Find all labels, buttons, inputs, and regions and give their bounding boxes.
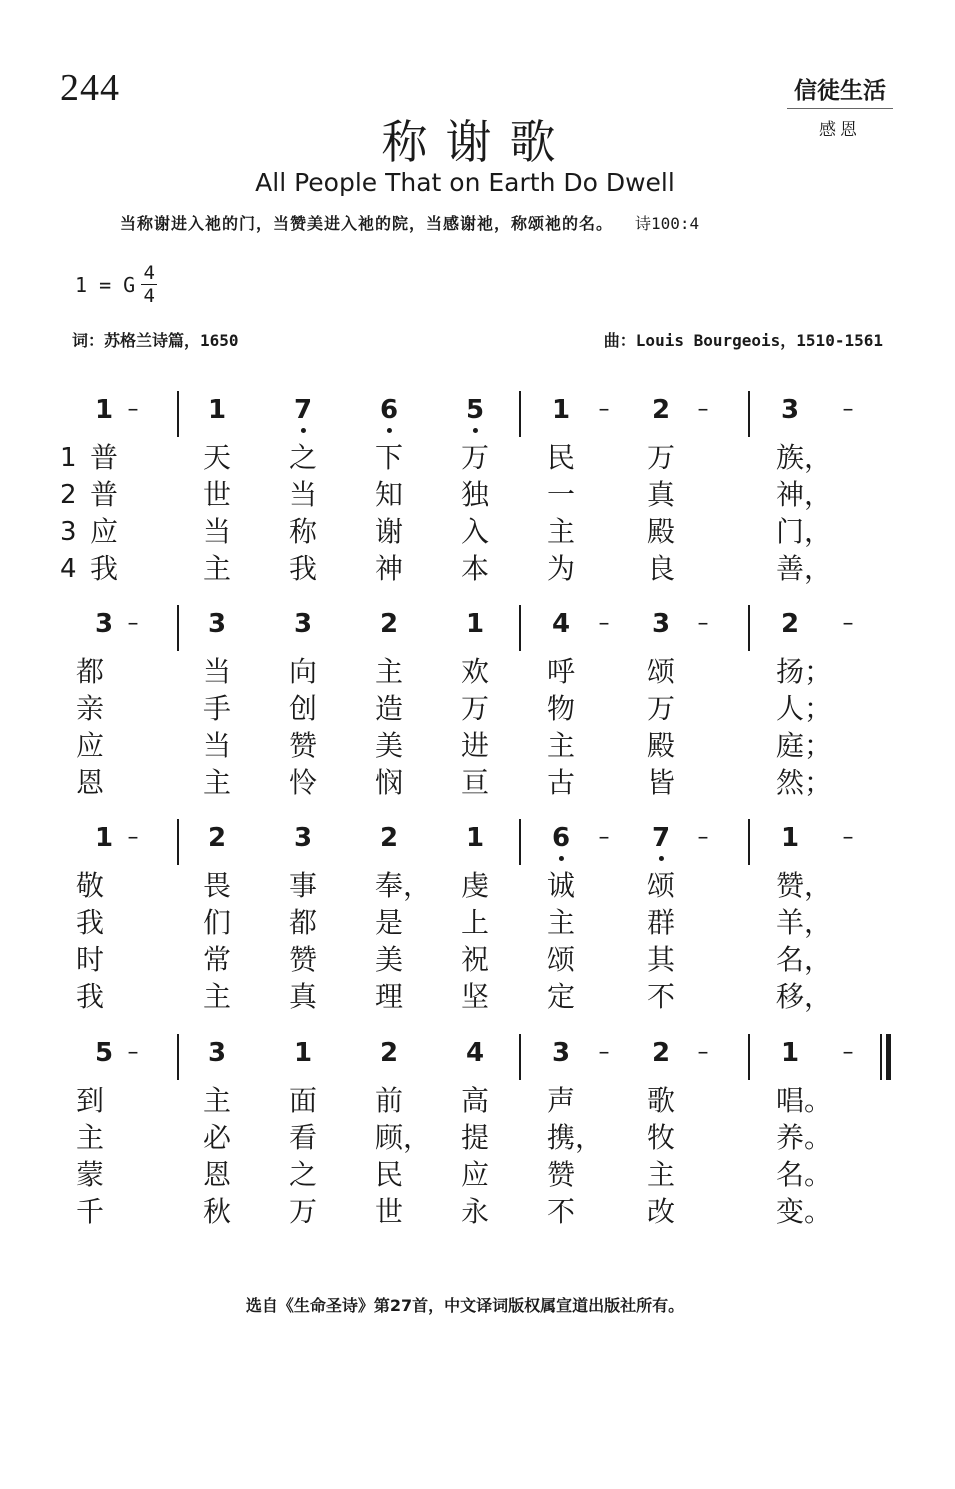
lyric-char: 之 [288,441,318,474]
key-label: 1 = G [75,272,136,297]
lyric-char: 门， [775,515,833,548]
lyric-char: 下 [374,441,404,474]
lyric-char: 名。 [775,1158,833,1191]
lyric-char: 应 [89,515,119,548]
note: 3 [780,395,800,425]
hymn-title: 称谢歌 [381,115,574,169]
lyric-char: 我 [75,980,105,1013]
lyric-char: 主 [546,515,576,548]
lyric-char: 奉， [374,869,432,902]
lyric-char: 为 [546,552,576,585]
duration-dash: – [598,825,610,850]
lyric-char: 们 [202,906,232,939]
verse-number: 2 [60,480,77,510]
lyric-char: 主 [202,552,232,585]
lyric-char: 声 [546,1084,576,1117]
note: 2 [379,609,399,639]
bar-line [177,1034,179,1080]
lyric-char: 向 [288,655,318,688]
lyric-char: 族， [775,441,833,474]
note: 5 [466,395,484,425]
note: 2 [651,395,671,425]
lyric-char: 前 [374,1084,404,1117]
lyric-char: 主 [75,1121,105,1154]
lyric-char: 都 [288,906,318,939]
lyric-char: 万 [646,692,676,725]
time-signature [141,262,157,307]
lyric-char: 必 [202,1121,232,1154]
lyric-char: 殿 [646,729,676,762]
lyric-char: 颂 [546,943,576,976]
lyric-char: 神， [775,478,833,511]
lyric-char: 真 [288,980,318,1013]
bar-line [748,391,750,437]
lyric-char: 赞 [546,1158,576,1191]
note: 1 [293,1038,313,1068]
lyric-char: 真 [646,478,676,511]
bar-line [519,391,521,437]
lyric-char: 神 [374,552,404,585]
note: 7 [294,395,312,425]
bar-line [177,391,179,437]
lyric-char: 良 [646,552,676,585]
verse-number: 1 [60,443,77,473]
lyric-char: 颂 [646,655,676,688]
lyric-char: 主 [546,906,576,939]
note: 2 [651,1038,671,1068]
note: 3 [551,1038,571,1068]
lyric-char: 普 [89,441,119,474]
note: 4 [551,609,571,639]
lyric-char: 应 [75,729,105,762]
lyric-char: 变。 [775,1195,833,1228]
note: 1 [94,395,114,425]
scripture-text: 当称谢进入祂的门，当赞美进入祂的院，当感谢祂，称颂祂的名。 [120,214,614,233]
note: 2 [780,609,800,639]
verse-number: 3 [60,517,77,547]
lyric-char: 移， [775,980,833,1013]
note: 1 [465,823,485,853]
lyric-char: 高 [460,1084,490,1117]
lyric-char: 我 [89,552,119,585]
lyric-char: 怜 [288,766,318,799]
lyric-char: 当 [202,515,232,548]
music-system-3 [0,823,955,1038]
note: 5 [94,1038,114,1068]
lyric-char: 主 [202,1084,232,1117]
lyric-char: 名， [775,943,833,976]
lower-octave-dot [387,428,392,433]
lyric-char: 当 [202,729,232,762]
lyric-char: 群 [646,906,676,939]
subcategory-label: 感恩 [819,120,861,140]
lyric-char: 天 [202,441,232,474]
composer-credit: 曲：Louis Bourgeois，1510-1561 [603,331,883,350]
duration-dash: – [127,1040,139,1065]
verse-number: 4 [60,554,77,584]
lyric-char: 世 [374,1195,404,1228]
duration-dash: – [127,397,139,422]
lower-octave-dot [301,428,306,433]
lyric-char: 世 [202,478,232,511]
note: 4 [465,1038,485,1068]
lyric-char: 赞， [775,869,833,902]
lyric-char: 主 [202,980,232,1013]
bar-line [519,605,521,651]
lyric-char: 秋 [202,1195,232,1228]
lyric-char: 万 [288,1195,318,1228]
lyric-char: 主 [546,729,576,762]
lyric-char: 敬 [75,869,105,902]
lyric-char: 主 [202,766,232,799]
lyric-char: 事 [288,869,318,902]
lyric-char: 呼 [546,655,576,688]
bar-line [748,1034,750,1080]
lyric-char: 不 [546,1195,576,1228]
lyric-char: 恩 [75,766,105,799]
note: 1 [94,823,114,853]
lyric-char: 养。 [775,1121,833,1154]
lyric-char: 千 [75,1195,105,1228]
lyric-char: 万 [646,441,676,474]
lyric-char: 入 [460,515,490,548]
duration-dash: – [842,1040,854,1065]
note: 7 [652,823,670,853]
lyric-char: 提 [460,1121,490,1154]
lyric-char: 面 [288,1084,318,1117]
lyric-char: 畏 [202,869,232,902]
lyric-char: 然； [775,766,833,799]
lyric-char: 美 [374,943,404,976]
music-system-2 [0,609,955,824]
lyric-char: 看 [288,1121,318,1154]
lyric-char: 主 [646,1158,676,1191]
duration-dash: – [697,611,709,636]
lyric-char: 应 [460,1158,490,1191]
note: 3 [293,823,313,853]
bar-line [177,605,179,651]
duration-dash: – [598,1040,610,1065]
lyric-char: 庭； [775,729,833,762]
lyric-char: 一 [546,478,576,511]
lyric-char: 本 [460,552,490,585]
lyric-char: 我 [288,552,318,585]
duration-dash: – [127,611,139,636]
bar-line [748,819,750,865]
duration-dash: – [842,825,854,850]
hymn-number: 244 [60,67,120,109]
note: 1 [780,1038,800,1068]
lyric-char: 赞 [288,943,318,976]
hymn-subtitle: All People That on Earth Do Dwell [255,168,675,197]
note: 6 [380,395,398,425]
lower-octave-dot [659,856,664,861]
lyric-char: 扬； [775,655,833,688]
lyric-char: 普 [89,478,119,511]
note: 1 [551,395,571,425]
note: 2 [207,823,227,853]
lyric-char: 羊， [775,906,833,939]
lyric-char: 定 [546,980,576,1013]
lyric-char: 时 [75,943,105,976]
bar-line [519,819,521,865]
note: 3 [651,609,671,639]
lyric-char: 不 [646,980,676,1013]
note: 1 [465,609,485,639]
lyric-char: 美 [374,729,404,762]
lyric-char: 知 [374,478,404,511]
lyric-char: 人； [775,692,833,725]
lyric-char: 我 [75,906,105,939]
lyric-char: 赞 [288,729,318,762]
lyric-char: 民 [546,441,576,474]
lyric-char: 歌 [646,1084,676,1117]
lyric-char: 谢 [374,515,404,548]
duration-dash: – [598,611,610,636]
lyric-char: 善， [775,552,833,585]
time-top: 4 [143,262,155,284]
lyric-char: 蒙 [75,1158,105,1191]
lyric-char: 虔 [460,869,490,902]
key-signature [75,262,157,307]
copyright-footer: 选自《生命圣诗》第27首，中文译词版权属宣道出版社所有。 [245,1296,685,1315]
note: 1 [207,395,227,425]
lyric-char: 民 [374,1158,404,1191]
time-bottom: 4 [143,285,155,307]
music-system-1 [0,395,955,610]
lyric-char: 当 [202,655,232,688]
lyric-char: 独 [460,478,490,511]
lyric-char: 万 [460,441,490,474]
lyric-char: 主 [374,655,404,688]
lyric-char: 唱。 [775,1084,833,1117]
lyric-char: 亲 [75,692,105,725]
category-label: 信徒生活 [787,72,893,109]
lyric-char: 创 [288,692,318,725]
duration-dash: – [697,397,709,422]
lyricist-credit: 词：苏格兰诗篇，1650 [72,331,239,350]
final-bar-line-thin [880,1034,882,1080]
lyric-char: 永 [460,1195,490,1228]
lyric-char: 物 [546,692,576,725]
lyric-char: 进 [460,729,490,762]
note: 2 [379,823,399,853]
duration-dash: – [127,825,139,850]
duration-dash: – [842,397,854,422]
bar-line [748,605,750,651]
lyric-char: 携， [546,1121,604,1154]
lower-octave-dot [473,428,478,433]
scripture-reference: 诗100:4 [635,214,700,233]
lyric-char: 祝 [460,943,490,976]
lyric-char: 当 [288,478,318,511]
lyric-char: 称 [288,515,318,548]
lyric-char: 殿 [646,515,676,548]
lyric-char: 手 [202,692,232,725]
lyric-char: 古 [546,766,576,799]
bar-line [177,819,179,865]
lyric-char: 改 [646,1195,676,1228]
lyric-char: 到 [75,1084,105,1117]
note: 3 [94,609,114,639]
note: 3 [207,609,227,639]
lyric-char: 欢 [460,655,490,688]
note: 3 [207,1038,227,1068]
bar-line [519,1034,521,1080]
note: 6 [552,823,570,853]
lyric-char: 之 [288,1158,318,1191]
lyric-char: 上 [460,906,490,939]
lyric-char: 颂 [646,869,676,902]
lyric-char: 万 [460,692,490,725]
duration-dash: – [842,611,854,636]
lyric-char: 造 [374,692,404,725]
lyric-char: 顾， [374,1121,432,1154]
lyric-char: 坚 [460,980,490,1013]
duration-dash: – [697,825,709,850]
lyric-char: 亘 [460,766,490,799]
final-bar-line-thick [886,1034,891,1080]
duration-dash: – [598,397,610,422]
lower-octave-dot [559,856,564,861]
lyric-char: 其 [646,943,676,976]
lyric-char: 理 [374,980,404,1013]
lyric-char: 都 [75,655,105,688]
lyric-char: 恩 [202,1158,232,1191]
duration-dash: – [697,1040,709,1065]
lyric-char: 诚 [546,869,576,902]
note: 2 [379,1038,399,1068]
lyric-char: 牧 [646,1121,676,1154]
scripture-verse [120,211,699,234]
lyric-char: 悯 [374,766,404,799]
lyric-char: 皆 [646,766,676,799]
lyric-char: 常 [202,943,232,976]
music-system-4 [0,1038,955,1253]
note: 3 [293,609,313,639]
note: 1 [780,823,800,853]
lyric-char: 是 [374,906,404,939]
